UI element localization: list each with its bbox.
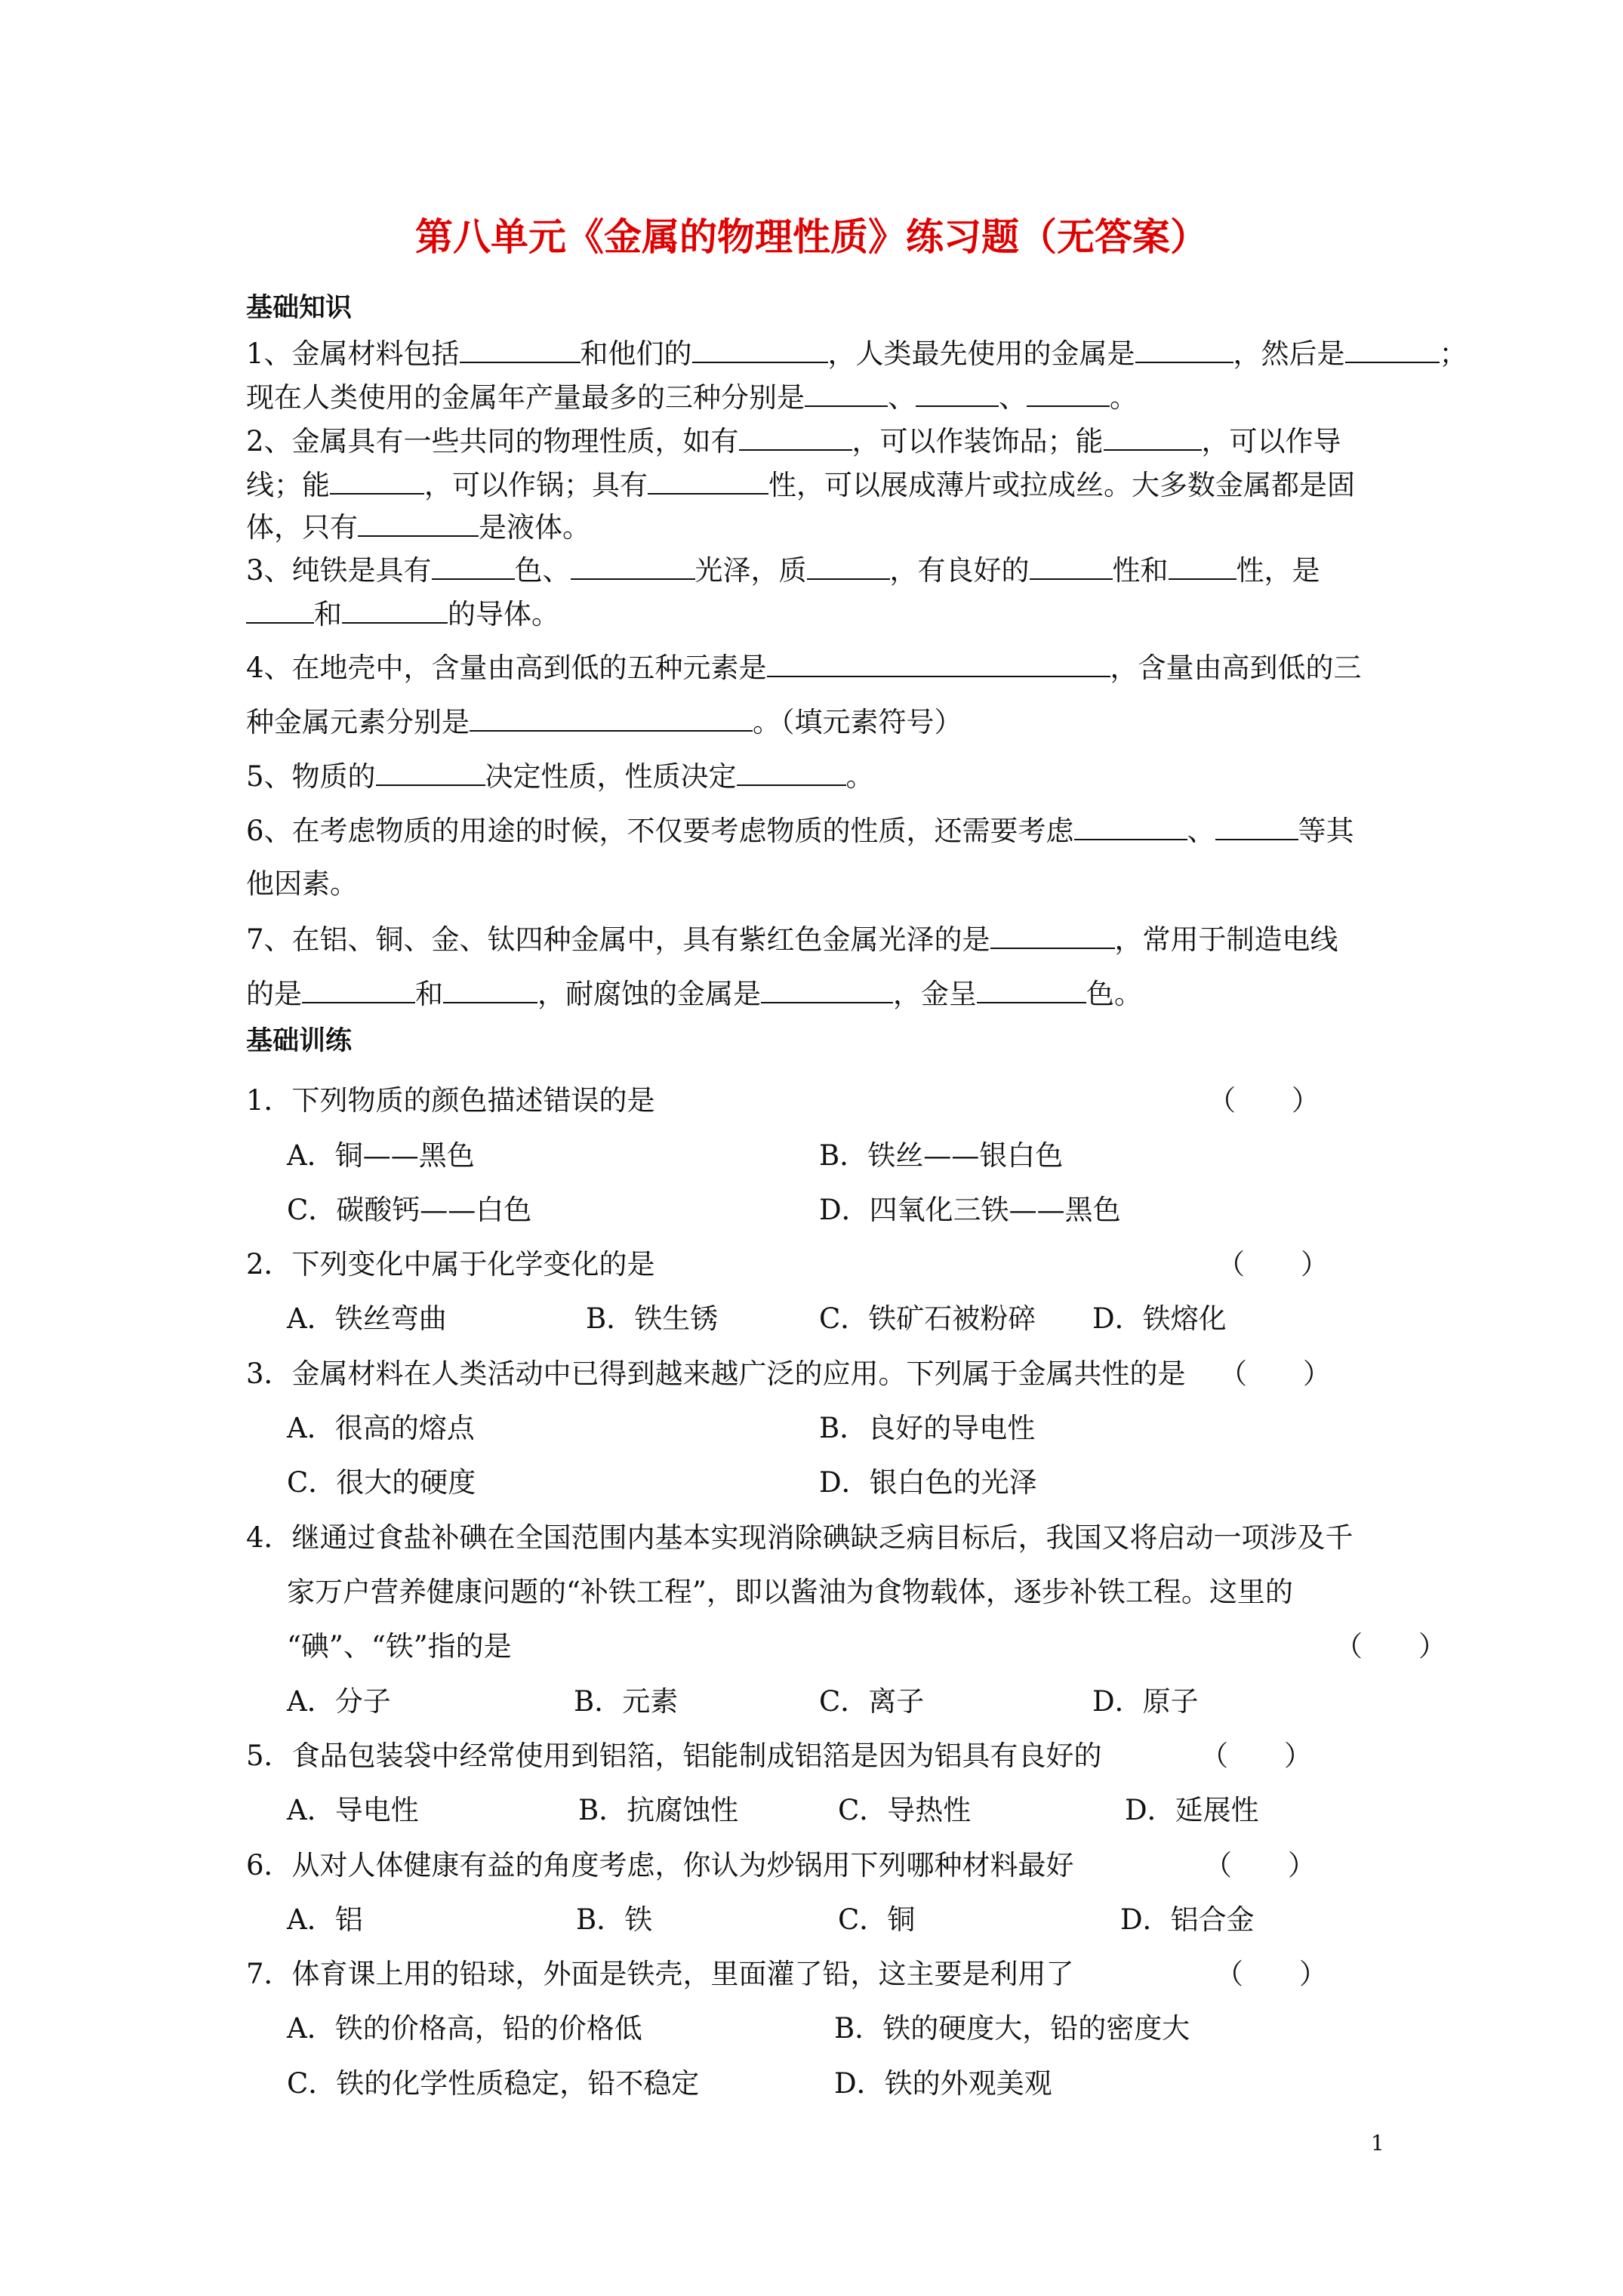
mc-option[interactable]: A．铁的价格高，铅的价格低 bbox=[287, 2012, 642, 2045]
answer-blank[interactable] bbox=[1135, 335, 1233, 363]
answer-blank[interactable] bbox=[692, 335, 828, 363]
mc-option[interactable]: D．铁熔化 bbox=[1092, 1302, 1227, 1335]
knowledge-q2-line1: 2、金属具有一些共同的物理性质，如有 ，可以作装饰品；能 ，可以作导 bbox=[246, 423, 1341, 459]
answer-parenthesis[interactable]: （ ） bbox=[1335, 1630, 1446, 1663]
page-title: 第八单元《金属的物理性质》练习题（无答案） bbox=[415, 214, 1208, 259]
knowledge-q7-line1: 7、在铝、铜、金、钛四种金属中，具有紫红色金属光泽的是 ，常用于制造电线 bbox=[246, 921, 1338, 957]
answer-blank[interactable] bbox=[470, 704, 753, 732]
mc-option[interactable]: A．铝 bbox=[287, 1903, 363, 1936]
mc-question-stem: 2．下列变化中属于化学变化的是 bbox=[246, 1248, 655, 1281]
answer-blank[interactable] bbox=[1104, 423, 1202, 451]
answer-blank[interactable] bbox=[648, 467, 768, 495]
mc-option[interactable]: D．铝合金 bbox=[1120, 1903, 1255, 1936]
knowledge-q3-line2: 和 的导体。 bbox=[246, 596, 559, 632]
knowledge-q1-line1: 1、金属材料包括 和他们的 ，人类最先使用的金属是 ，然后是 ； bbox=[246, 335, 1467, 371]
mc-option[interactable]: B．抗腐蚀性 bbox=[578, 1794, 739, 1826]
mc-option[interactable]: D．原子 bbox=[1092, 1685, 1199, 1718]
mc-option[interactable]: C．离子 bbox=[819, 1685, 925, 1718]
mc-question-stem-cont: 家万户营养健康问题的“补铁工程”，即以酱油为食物载体，逐步补铁工程。这里的 bbox=[287, 1576, 1293, 1608]
mc-question-stem: 4．继通过食盐补碘在全国范围内基本实现消除碘缺乏病目标后，我国又将启动一项涉及千 bbox=[246, 1521, 1354, 1554]
answer-blank[interactable] bbox=[767, 649, 1110, 677]
mc-option[interactable]: B．铁生锈 bbox=[586, 1302, 719, 1335]
mc-option[interactable]: C．导热性 bbox=[838, 1794, 972, 1826]
answer-blank[interactable] bbox=[1027, 379, 1110, 407]
mc-question-stem-cont: “碘”、“铁”指的是 bbox=[287, 1630, 512, 1663]
knowledge-q6-line1: 6、在考虑物质的用途的时候，不仅要考虑物质的性质，还需要考虑 、 等其 bbox=[246, 812, 1354, 849]
mc-option[interactable]: C．铁矿石被粉碎 bbox=[819, 1302, 1036, 1335]
answer-blank[interactable] bbox=[807, 552, 890, 580]
answer-blank[interactable] bbox=[571, 552, 695, 580]
knowledge-q7-line2: 的是 和 ，耐腐蚀的金属是 ，金呈 色。 bbox=[246, 975, 1142, 1012]
knowledge-q4-line1: 4、在地壳中，含量由高到低的五种元素是 ，含量由高到低的三 bbox=[246, 649, 1362, 686]
answer-parenthesis[interactable]: （ ） bbox=[1204, 1849, 1316, 1881]
answer-blank[interactable] bbox=[358, 509, 479, 537]
answer-parenthesis[interactable]: （ ） bbox=[1215, 1958, 1327, 1990]
knowledge-q5: 5、物质的 决定性质，性质决定 。 bbox=[246, 758, 874, 794]
mc-option[interactable]: C．很大的硬度 bbox=[287, 1466, 476, 1499]
answer-blank[interactable] bbox=[330, 467, 424, 495]
mc-option[interactable]: B．铁的硬度大，铅的密度大 bbox=[834, 2012, 1190, 2045]
answer-blank[interactable] bbox=[302, 975, 415, 1003]
mc-option[interactable]: D．银白色的光泽 bbox=[819, 1466, 1037, 1499]
knowledge-q6-line2: 他因素。 bbox=[246, 868, 358, 900]
mc-option[interactable]: C．碳酸钙——白色 bbox=[287, 1194, 532, 1226]
answer-blank[interactable] bbox=[977, 975, 1086, 1003]
answer-blank[interactable] bbox=[246, 596, 314, 624]
mc-question-stem: 6．从对人体健康有益的角度考虑，你认为炒锅用下列哪种材料最好 bbox=[246, 1849, 1074, 1881]
mc-option[interactable]: B．铁 bbox=[576, 1903, 653, 1936]
mc-option[interactable]: A．很高的熔点 bbox=[287, 1412, 475, 1444]
answer-blank[interactable] bbox=[737, 758, 846, 786]
knowledge-q3-line1: 3、纯铁是具有 色、 光泽，质 ，有良好的 性和 性，是 bbox=[246, 552, 1320, 588]
mc-option[interactable]: C．铁的化学性质稳定，铅不稳定 bbox=[287, 2067, 700, 2100]
mc-option[interactable]: A．铁丝弯曲 bbox=[287, 1302, 447, 1335]
mc-option[interactable]: C．铜 bbox=[838, 1903, 916, 1936]
mc-option[interactable]: D．铁的外观美观 bbox=[834, 2067, 1052, 2100]
mc-option[interactable]: D．四氧化三铁——黑色 bbox=[819, 1194, 1121, 1226]
answer-blank[interactable] bbox=[1074, 812, 1187, 840]
mc-option[interactable]: A．分子 bbox=[287, 1685, 391, 1718]
section-heading-training: 基础训练 bbox=[246, 1025, 353, 1056]
knowledge-q2-line3: 体，只有 是液体。 bbox=[246, 509, 590, 545]
page-number: 1 bbox=[1371, 2131, 1384, 2156]
mc-option[interactable]: A．铜——黑色 bbox=[287, 1139, 475, 1172]
mc-option[interactable]: B．铁丝——银白色 bbox=[819, 1139, 1064, 1172]
answer-blank[interactable] bbox=[376, 758, 485, 786]
knowledge-q1-line2: 现在人类使用的金属年产量最多的三种分别是 、 、 。 bbox=[246, 379, 1138, 415]
answer-blank[interactable] bbox=[1215, 812, 1298, 840]
answer-blank[interactable] bbox=[1030, 552, 1113, 580]
answer-parenthesis[interactable]: （ ） bbox=[1219, 1358, 1331, 1390]
answer-parenthesis[interactable]: （ ） bbox=[1217, 1248, 1329, 1281]
section-heading-knowledge: 基础知识 bbox=[246, 292, 353, 323]
answer-blank[interactable] bbox=[432, 552, 515, 580]
knowledge-q4-line2: 种金属元素分别是 。（填元素符号） bbox=[246, 704, 962, 740]
answer-blank[interactable] bbox=[443, 975, 537, 1003]
mc-option[interactable]: B．良好的导电性 bbox=[819, 1412, 1036, 1444]
answer-blank[interactable] bbox=[916, 379, 999, 407]
answer-parenthesis[interactable]: （ ） bbox=[1208, 1084, 1320, 1117]
mc-question-stem: 1．下列物质的颜色描述错误的是 bbox=[246, 1084, 655, 1117]
mc-option[interactable]: B．元素 bbox=[574, 1685, 679, 1718]
mc-option[interactable]: A．导电性 bbox=[287, 1794, 419, 1826]
answer-parenthesis[interactable]: （ ） bbox=[1200, 1740, 1312, 1772]
answer-blank[interactable] bbox=[1345, 335, 1440, 363]
answer-blank[interactable] bbox=[1169, 552, 1236, 580]
answer-blank[interactable] bbox=[805, 379, 888, 407]
mc-question-stem: 7．体育课上用的铅球，外面是铁壳，里面灌了铅，这主要是利用了 bbox=[246, 1958, 1074, 1990]
mc-question-stem: 3．金属材料在人类活动中已得到越来越广泛的应用。下列属于金属共性的是 bbox=[246, 1358, 1186, 1390]
answer-blank[interactable] bbox=[342, 596, 448, 624]
answer-blank[interactable] bbox=[739, 423, 852, 451]
mc-question-stem: 5．食品包装袋中经常使用到铝箔，铝能制成铝箔是因为铝具有良好的 bbox=[246, 1740, 1102, 1772]
mc-option[interactable]: D．延展性 bbox=[1125, 1794, 1259, 1826]
answer-blank[interactable] bbox=[990, 921, 1115, 949]
answer-blank[interactable] bbox=[460, 335, 581, 363]
knowledge-q2-line2: 线；能 ，可以作锅；具有 性，可以展成薄片或拉成丝。大多数金属都是固 bbox=[246, 467, 1355, 503]
answer-blank[interactable] bbox=[761, 975, 893, 1003]
